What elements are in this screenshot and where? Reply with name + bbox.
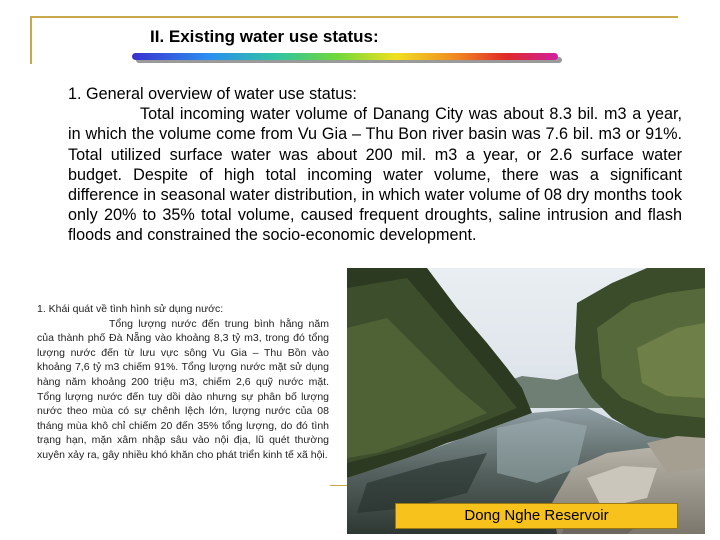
slide-title: II. Existing water use status:	[150, 27, 379, 46]
reservoir-photo	[347, 268, 705, 534]
english-body: Total incoming water volume of Danang City was about 8.3 bil. m3 a year, in which the volume come from Vu Gia – Thu Bon river basin was 7.6 bil. m3 or 91%. Total utilized surface water was about 200 mil. m3 a year, or 2.6 surface water budget. Despite of high total incoming water volume, there was a significant difference in seasonal water distribution, in which water volume of 08 dry months took only 20% to 35% total volume, caused frequent droughts, saline intrusion and flash floods and constrained the socio-economic development.	[68, 105, 682, 245]
english-heading: 1. General overview of water use status:	[68, 85, 357, 103]
vietnamese-heading: 1. Khái quát về tình hình sử dụng nước:	[37, 303, 224, 315]
english-text-block	[68, 84, 682, 246]
vietnamese-body: Tổng lượng nước đến trung bình hằng năm của thành phố Đà Nẵng vào khoảng 8,3 tỷ m3, trong đó tổng lượng nước đến từ lưu vực sông Vu Gia – Thu Bồn vào khoảng 7,6 tỷ m3 chiếm 91%. Tổng lượng nước mặt sử dụng hàng năm khoảng 200 triệu m3, chiếm 2,6 quỹ nước mặt. Tổng lượng nước đến tuy dồi dào nhưng sự phân bố lượng nước theo mùa có sự chênh lệch lớn, lượng nước của 08 tháng mùa khô chỉ chiếm 20 đến 35% tổng lượng, do đó tình trạng hạn, mặn xâm nhập sâu vào nội địa, lũ quét thường xuyên xảy ra, gây nhiều khó khăn cho phát triển kinh tế xã hội.	[37, 317, 329, 461]
vietnamese-text-block	[37, 302, 329, 463]
frame-top-border	[30, 16, 678, 18]
frame-left-border	[30, 16, 32, 64]
photo-caption: Dong Nghe Reservoir	[395, 503, 678, 529]
title-rainbow-underline	[132, 53, 558, 60]
